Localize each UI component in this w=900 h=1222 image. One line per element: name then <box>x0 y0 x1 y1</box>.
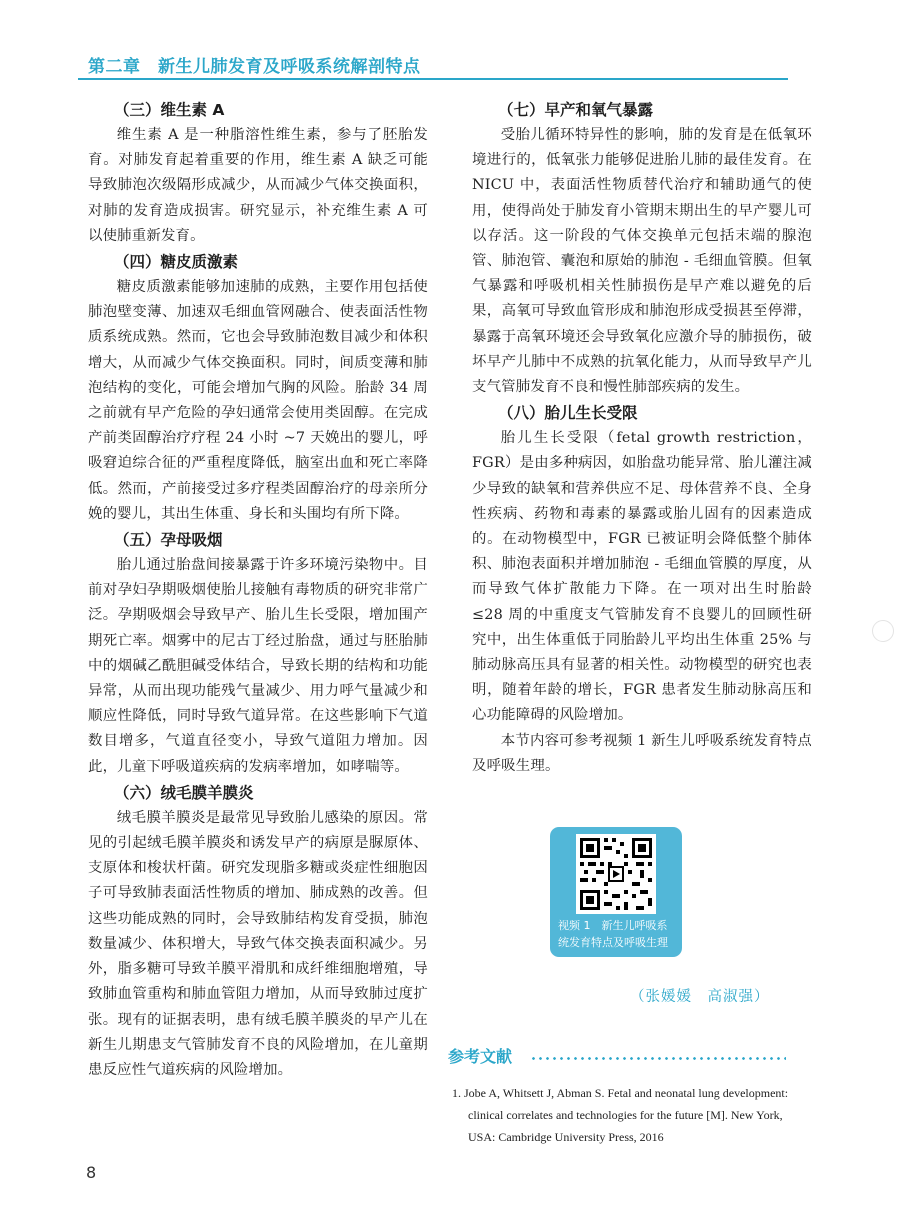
references-header <box>448 1044 788 1068</box>
video-caption-line-1: 视频 1 新生儿呼吸系 <box>558 919 668 932</box>
video-caption-line-2: 统发育特点及呼吸生理 <box>558 936 668 949</box>
references-dotted-rule <box>530 1057 786 1060</box>
section-heading-maternal-smoking: （五）孕母吸烟 <box>114 531 223 550</box>
qr-code-graphic <box>576 834 656 914</box>
section-heading-preterm-oxygen: （七）早产和氧气暴露 <box>498 101 654 119</box>
paragraph-preterm-oxygen: 受胎儿循环特异性的影响，肺的发育是在低氧环境进行的，低氧张力能够促进胎儿肺的最佳发育。在 NICU 中，表面活性物质替代治疗和辅助通气的使用，使得尚处于肺发育小管期末期出生的早产婴儿可以存活。这一阶段的气体交换单元包括末端的腺泡管、肺泡管、囊泡和原始的肺泡 - 毛细血管膜。但氧气暴露和呼吸机相关性肺损伤是早产难以避免的后果，高氧可导致血管形成和肺泡形成受损甚至停滞，暴露于高氧环境还会导致氧化应激介导的肺损伤，破坏早产儿肺中不成熟的抗氧化能力，从而导致早产儿支气管肺发育不良和慢性肺部疾病的发生。 <box>472 127 812 396</box>
running-header <box>78 44 808 78</box>
qr-code-icon[interactable] <box>576 834 656 914</box>
margin-mark-icon <box>872 620 894 642</box>
section-heading-chorioamnionitis: （六）绒毛膜羊膜炎 <box>114 783 254 802</box>
section-heading-vitamin-a: （三）维生素 A <box>114 101 225 119</box>
section-heading-glucocorticoids: （四）糖皮质激素 <box>114 253 239 272</box>
chapter-title: 第二章 新生儿肺发育及呼吸系统解剖特点 <box>88 57 421 77</box>
references-title: 参考文献 <box>448 1047 513 1066</box>
page-number: 8 <box>86 1163 97 1182</box>
paragraph-maternal-smoking: 胎儿通过胎盘间接暴露于许多环境污染物中。目前对孕妇孕期吸烟使胎儿接触有毒物质的研究非常广泛。孕期吸烟会导致早产、胎儿生长受限，增加围产期死亡率。烟雾中的尼古丁经过胎盘，通过与胚胎肺中的烟碱乙酰胆碱受体结合，导致长期的结构和功能异常，从而出现功能残气量减少、用力呼气量减少和顺应性降低，同时导致气道异常。在这些影响下气道数目增多，气道直径变小，导致气道阻力增加。因此，儿童下呼吸道疾病的发病率增加，如哮喘等。 <box>88 557 428 775</box>
paragraph-chorioamnionitis: 绒毛膜羊膜炎是最常见导致胎儿感染的原因。常见的引起绒毛膜羊膜炎和诱发早产的病原是脲原体、支原体和梭状杆菌。研究发现脂多糖或炎症性细胞因子可导致肺表面活性物质的增加、肺成熟的改善。但这些功能成熟的同时，会导致肺结构发育受损，肺泡数量减少、体积增大，导致气体交换表面积减少。另外，脂多糖可导致羊膜平滑肌和成纤维细胞增殖，导致肺血管重构和肺血管阻力增加，从而导致肺过度扩张。现有的证据表明，患有绒毛膜羊膜炎的早产儿在新生儿期患支气管肺发育不良的风险增加，在儿童期患反应性气道疾病的风险增加。 <box>88 809 428 1078</box>
video-caption <box>558 917 676 951</box>
paragraph-video-reference: 本节内容可参考视频 1 新生儿呼吸系统发育特点及呼吸生理。 <box>472 732 812 774</box>
section-authors: （张媛媛 高淑强） <box>630 989 770 1005</box>
paragraph-fgr: 胎儿生长受限（fetal growth restriction，FGR）是由多种病因，如胎盘功能异常、胎儿灌注减少导致的缺氧和营养供应不足、母体营养不良、全身性疾病、药物和毒素的暴露或胎儿固有的因素造成的。在动物模型中，FGR 已被证明会降低整个肺体积、肺泡表面积并增加肺泡 - 毛细血管膜的厚度，从而导致气体扩散能力下降。在一项对出生时胎龄 ≤28 周的中重度支气管肺发育不良婴儿的回顾性研究中，出生体重低于同胎龄儿平均出生体重 25% 与肺动脉高压具有显著的相关性。动物模型的研究也表明，随着年龄的增长，FGR 患者发生肺动脉高压和心功能障碍的风险增加。 <box>472 430 812 724</box>
header-rule <box>78 78 788 80</box>
video-qr-card[interactable] <box>550 827 682 957</box>
paragraph-vitamin-a: 维生素 A 是一种脂溶性维生素，参与了胚胎发育。对肺发育起着重要的作用，维生素 A 缺乏可能导致肺泡次级隔形成减少，从而减少气体交换面积，对肺的发育造成损害。研究显示，补充维生素 A 可以使肺重新发育。 <box>88 127 428 244</box>
left-column <box>88 97 428 1083</box>
section-heading-fgr: （八）胎儿生长受限 <box>498 404 638 423</box>
right-column <box>472 97 812 779</box>
reference-item: 1. Jobe A, Whitsett J, Abman S. Fetal and neonatal lung development: clinical correlates and technologies for the future [M]. New York, USA: Cambridge University Press, 2016 <box>452 1086 789 1144</box>
paragraph-glucocorticoids: 糖皮质激素能够加速肺的成熟，主要作用包括使肺泡壁变薄、加速双毛细血管网融合、使表面活性物质系统成熟。然而，它也会导致肺泡数目减少和体积增大，从而减少气体交换面积。同时，间质变薄和肺泡结构的变化，可能会增加气胸的风险。胎龄 34 周之前就有早产危险的孕妇通常会使用类固醇。在完成产前类固醇治疗疗程 24 小时 ~7 天娩出的婴儿，呼吸窘迫综合征的严重程度降低，脑室出血和死亡率降低。然而，产前接受过多疗程类固醇治疗的母亲所分娩的婴儿，其出生体重、身长和头围均有所下降。 <box>88 279 428 522</box>
